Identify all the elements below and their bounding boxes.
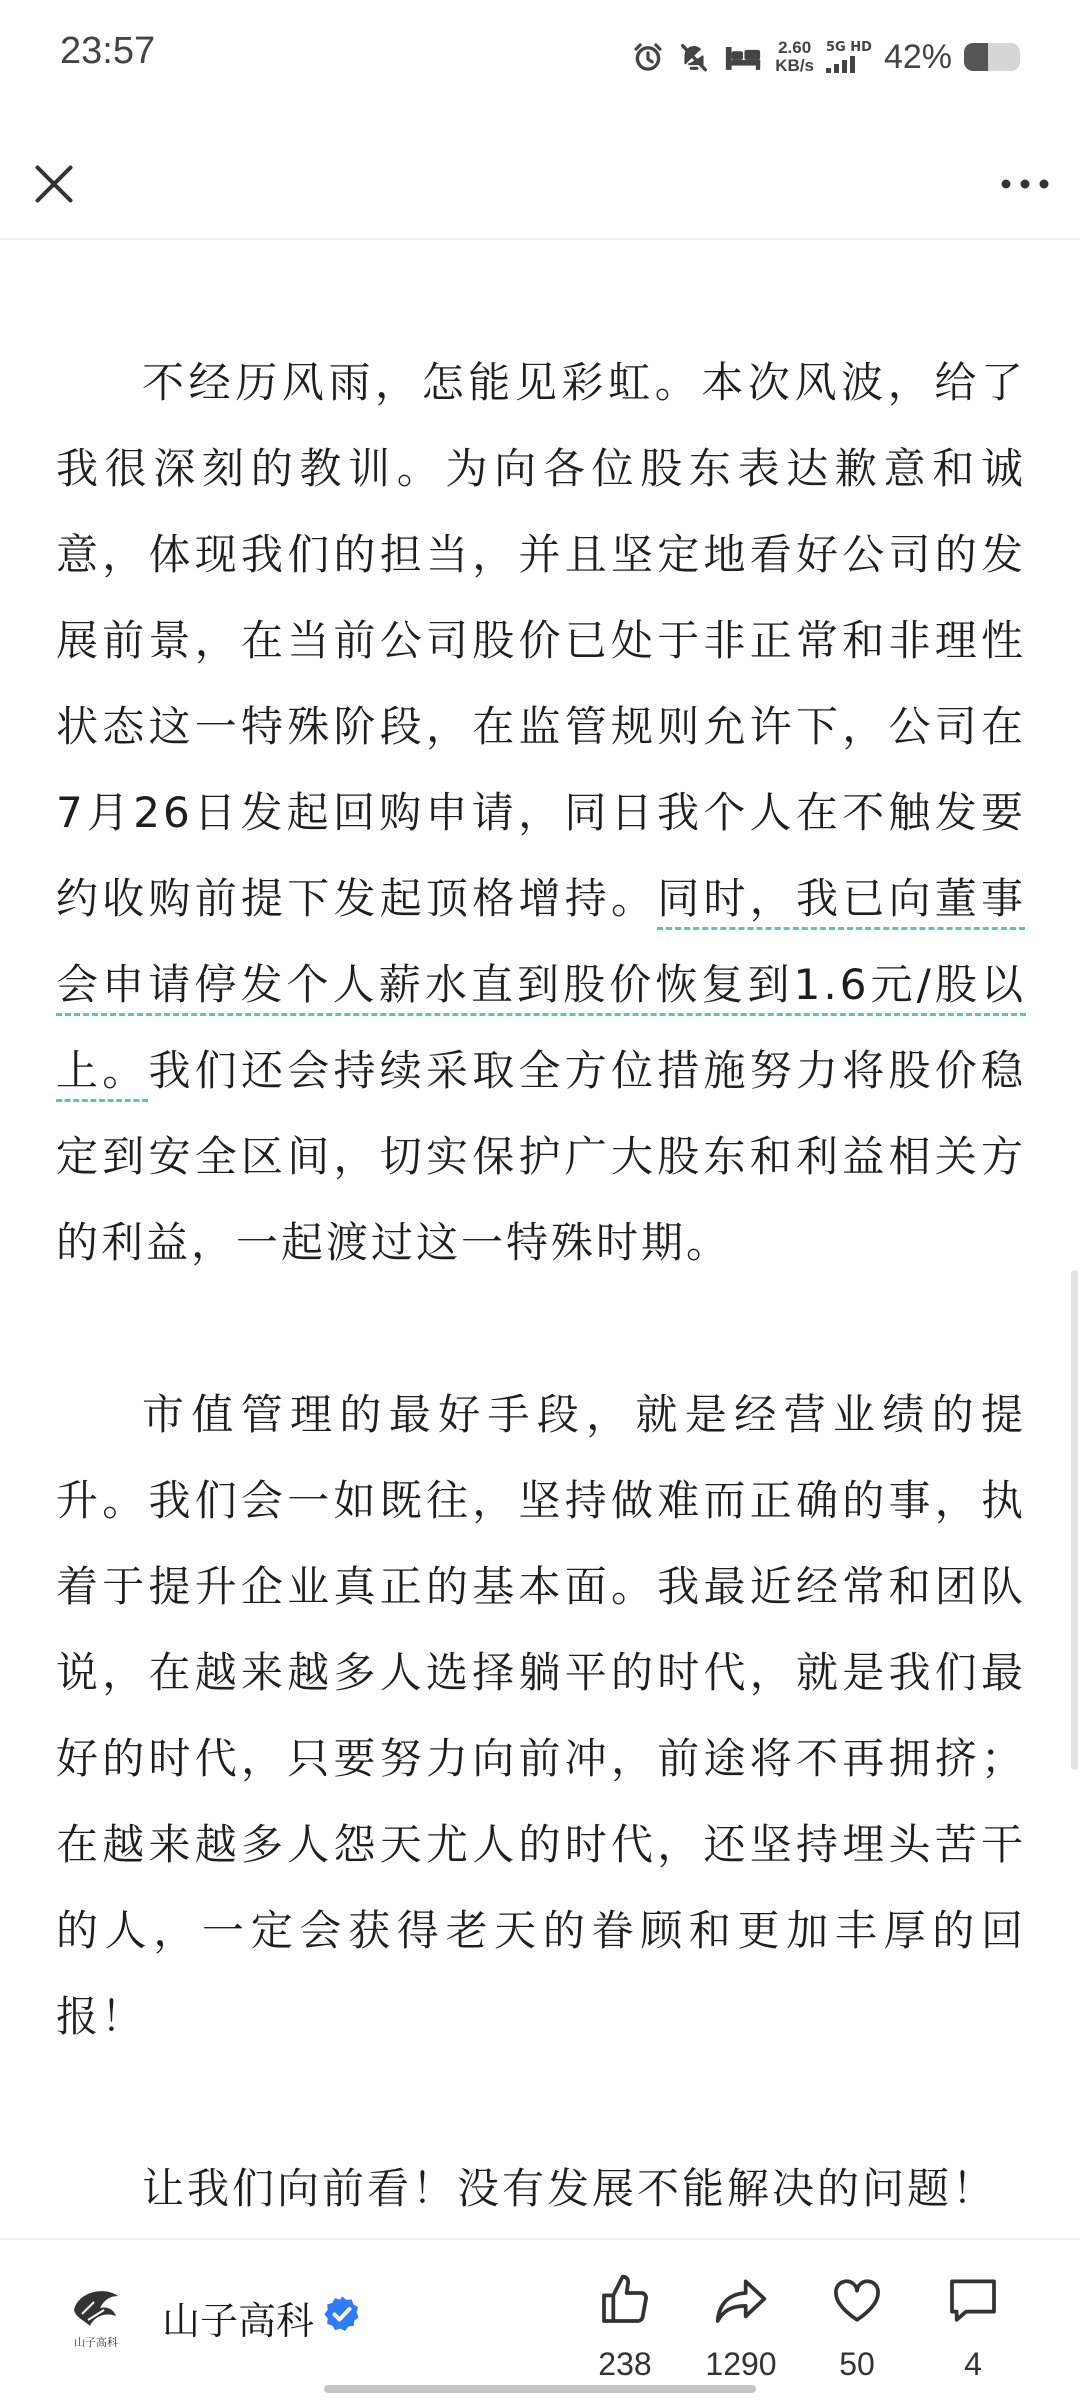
mute-bell-icon [677, 40, 711, 74]
favorite-button[interactable] [802, 2272, 912, 2383]
comment-button[interactable] [918, 2272, 1028, 2383]
like-button[interactable] [570, 2272, 680, 2383]
home-indicator[interactable] [324, 2385, 756, 2393]
status-icons [631, 32, 1020, 82]
paragraph-1-text-end: 我们还会持续采取全方位措施努力将股价稳定到安全区间，切实保护广大股东和利益相关方的利益，一起渡过这一特殊时期。 [56, 1046, 1026, 1267]
network-speed [775, 39, 814, 75]
paragraph-1-text: 不经历风雨，怎能见彩虹。本次风波，给了我很深刻的教训。为向各位股东表达歉意和诚意，体现我们的担当，并且坚定地看好公司的发展前景，在当前公司股价已处于非正常和非理性状态这一特殊阶段，在监管规则允许下，公司在7月26日发起回购申请，同日我个人在不触发要约收购前提下发起顶格增持。 [56, 358, 1026, 923]
status-bar [0, 0, 1080, 110]
battery-icon [964, 43, 1020, 71]
status-time: 23:57 [60, 30, 156, 72]
more-icon [998, 177, 1052, 191]
top-bar [0, 130, 1080, 240]
share-count: 1290 [705, 2346, 777, 2382]
more-button[interactable] [990, 154, 1060, 214]
logo-text: 山子高科 [74, 2336, 118, 2349]
battery-percent: 42% [883, 37, 952, 76]
heart-icon [829, 2272, 885, 2328]
scrollbar[interactable] [1071, 1270, 1078, 1770]
alarm-icon [631, 40, 665, 74]
thumbs-up-icon [597, 2272, 653, 2328]
comment-count: 4 [964, 2346, 982, 2382]
signal-bars-icon [826, 55, 855, 73]
avatar[interactable] [60, 2280, 132, 2352]
favorite-count: 50 [839, 2346, 875, 2382]
article-body [56, 340, 1026, 2318]
share-arrow-icon [713, 2272, 769, 2328]
paragraph-3: 让我们向前看！没有发展不能解决的问题！ [142, 2164, 998, 2213]
signal-indicator [826, 41, 872, 73]
bed-icon [723, 40, 763, 74]
close-button[interactable] [24, 154, 84, 214]
speed-unit: KB/s [775, 56, 815, 75]
verified-badge-icon [322, 2294, 362, 2334]
paragraph-2: 市值管理的最好手段，就是经营业绩的提升。我们会一如既往，坚持做难而正确的事，执着于提升企业真正的基本面。我最近经常和团队说，在越来越多人选择躺平的时代，就是我们最好的时代，只要努力向前冲，前途将不再拥挤；在越来越多人怨天尤人的时代，还坚持埋头苦干的人，一定会获得老天的眷顾和更加丰厚的回报！ [56, 1390, 1026, 2041]
battery-fill [964, 43, 988, 71]
paragraph-1 [56, 340, 1026, 1286]
close-icon [32, 162, 76, 206]
author-name[interactable]: 山子高科 [162, 2299, 315, 2343]
speed-value: 2.60 [778, 38, 812, 57]
comment-icon [945, 2272, 1001, 2328]
like-count: 238 [598, 2346, 652, 2382]
highlighted-sentence[interactable]: 同时，我已向董事会申请停发个人薪水直到股价恢复到1.6元/股以上。 [56, 874, 1026, 1095]
logo-icon [64, 2280, 128, 2352]
share-button[interactable] [686, 2272, 796, 2383]
network-label: 5G HD [826, 40, 872, 55]
bottom-action-bar [0, 2238, 1080, 2402]
